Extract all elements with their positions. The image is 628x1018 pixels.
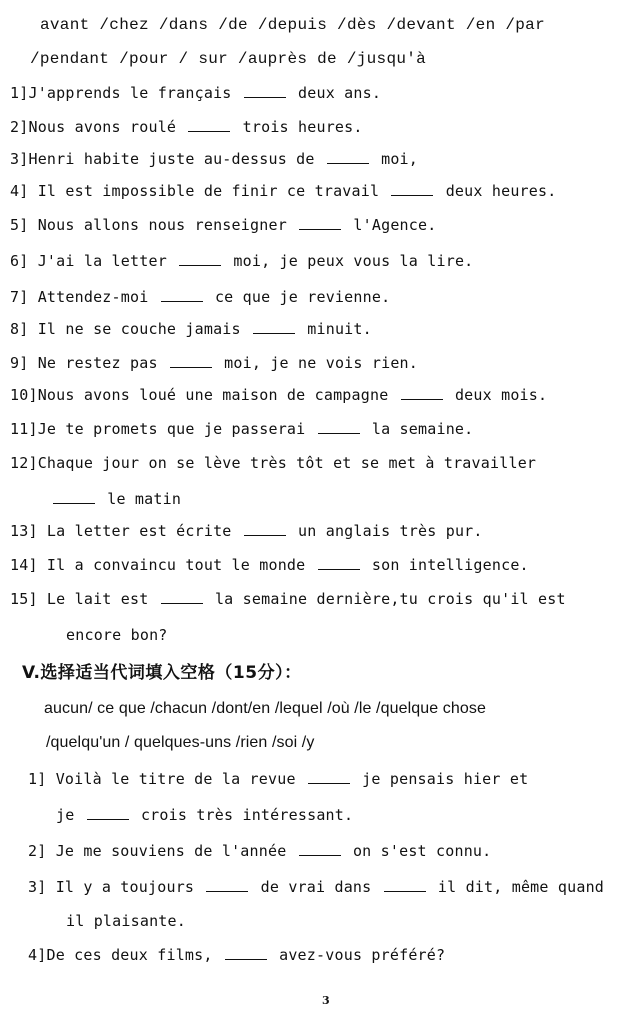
exercise-item-15: 15] Le lait est la semaine dernière,tu crois qu'il est <box>10 590 566 608</box>
exercise-item-3: 3]Henri habite juste au-dessus de moi, <box>10 150 419 168</box>
answer-blank <box>161 591 203 604</box>
answer-blank <box>206 879 248 892</box>
answer-blank <box>318 557 360 570</box>
answer-blank <box>384 879 426 892</box>
word-bank-line-1: avant /chez /dans /de /depuis /dès /devant /en /par <box>40 16 545 34</box>
answer-blank <box>188 119 230 132</box>
exercise-item-9: 9] Ne restez pas moi, je ne vois rien. <box>10 354 419 372</box>
answer-blank <box>253 321 295 334</box>
exercise-item-10: 10]Nous avons loué une maison de campagne deux mois. <box>10 386 548 404</box>
pronoun-item-3: 3] Il y a toujours de vrai dans il dit, même quand <box>28 878 605 896</box>
page-number: 3 <box>322 994 330 1007</box>
answer-blank <box>391 183 433 196</box>
exercise-item-2: 2]Nous avons roulé trois heures. <box>10 118 363 136</box>
exercise-item-12: 12]Chaque jour on se lève très tôt et se met à travailler <box>10 454 537 472</box>
answer-blank <box>308 771 350 784</box>
exercise-item-6: 6] J'ai la letter moi, je peux vous la lire. <box>10 252 474 270</box>
pronoun-item-1-continuation: je crois très intéressant. <box>56 806 354 824</box>
answer-blank <box>161 289 203 302</box>
exercise-item-12-continuation: le matin <box>50 490 181 508</box>
exercise-item-15-continuation: encore bon? <box>66 626 168 644</box>
answer-blank <box>299 843 341 856</box>
exercise-item-13: 13] La letter est écrite un anglais très pur. <box>10 522 483 540</box>
exercise-item-8: 8] Il ne se couche jamais minuit. <box>10 320 372 338</box>
answer-blank <box>244 85 286 98</box>
answer-blank <box>179 253 221 266</box>
exercise-item-1: 1]J'apprends le français deux ans. <box>10 84 382 102</box>
pronoun-item-1: 1] Voilà le titre de la revue je pensais hier et <box>28 770 529 788</box>
pronoun-item-3-continuation: il plaisante. <box>66 912 186 930</box>
exercise-item-4: 4] Il est impossible de finir ce travail deux heures. <box>10 182 557 200</box>
exercise-item-14: 14] Il a convaincu tout le monde son intelligence. <box>10 556 529 574</box>
exercise-item-5: 5] Nous allons nous renseigner l'Agence. <box>10 216 437 234</box>
exercise-item-7: 7] Attendez-moi ce que je revienne. <box>10 288 391 306</box>
pronoun-bank-line-2: /quelqu'un / quelques-uns /rien /soi /y <box>46 734 315 751</box>
answer-blank <box>87 807 129 820</box>
answer-blank <box>170 355 212 368</box>
answer-blank <box>318 421 360 434</box>
answer-blank <box>244 523 286 536</box>
pronoun-bank-line-1: aucun/ ce que /chacun /dont/en /lequel /où /le /quelque chose <box>44 700 486 717</box>
pronoun-item-4: 4]De ces deux films, avez-vous préféré? <box>28 946 446 964</box>
answer-blank <box>401 387 443 400</box>
exercise-item-11: 11]Je te promets que je passerai la semaine. <box>10 420 474 438</box>
answer-blank <box>327 151 369 164</box>
answer-blank <box>225 947 267 960</box>
answer-blank <box>299 217 341 230</box>
pronoun-item-2: 2] Je me souviens de l'année on s'est connu. <box>28 842 492 860</box>
section-heading: V.选择适当代词填入空格（15分）： <box>22 663 302 683</box>
answer-blank <box>53 491 95 504</box>
word-bank-line-2: /pendant /pour / sur /auprès de /jusqu'à <box>30 50 427 68</box>
